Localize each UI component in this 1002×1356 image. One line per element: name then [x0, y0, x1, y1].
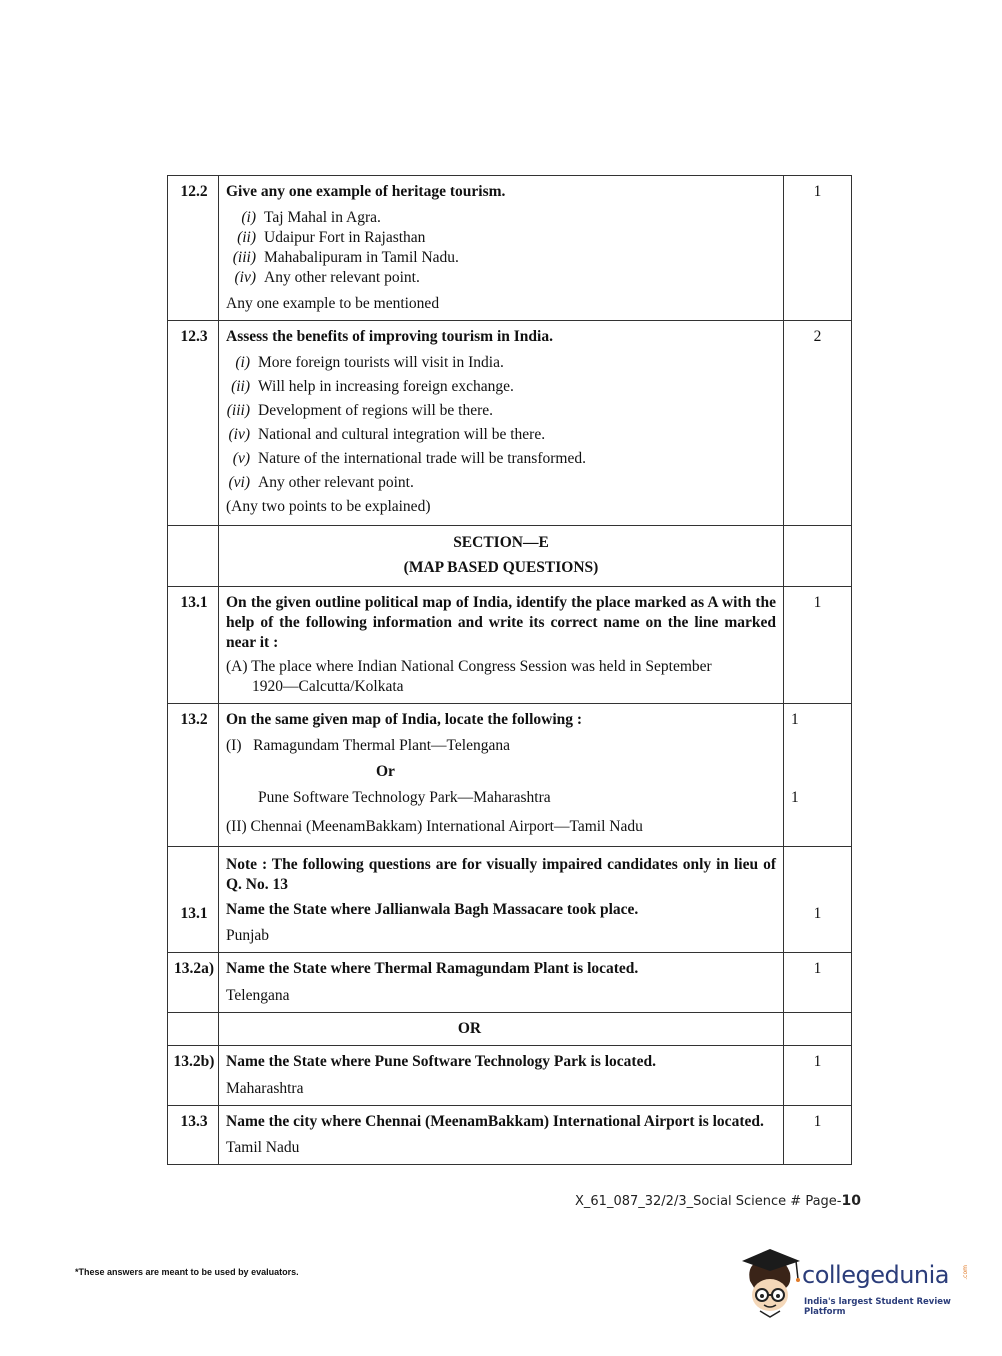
brand-name: collegedunia [802, 1261, 950, 1289]
brand-logo [740, 1245, 970, 1320]
marks-cell: 1 [784, 1106, 852, 1165]
list-item: (vi) Any other relevant point. [228, 474, 414, 491]
vi-note: Note : The following questions are for visually impaired candidates only in lieu of Q. No. 13 [226, 856, 776, 893]
question-text: Name the city where Chennai (MeenamBakkam) International Airport is located. [226, 1113, 764, 1130]
page-footer [575, 1193, 861, 1209]
question-text: Name the State where Jallianwala Bagh Massacare took place. [226, 901, 639, 918]
question-text: Assess the benefits of improving tourism in India. [226, 328, 553, 345]
question-cell [219, 176, 784, 321]
answer-note: Any one example to be mentioned [226, 295, 440, 312]
table-row [168, 526, 852, 587]
table-row [168, 321, 852, 526]
marks-value: 1 [791, 711, 799, 728]
section-heading [219, 526, 784, 587]
page-number: 10 [841, 1193, 861, 1209]
list-item: (ii) Will help in increasing foreign exchange. [231, 378, 514, 395]
table-row [168, 1046, 852, 1106]
question-text: Name the State where Thermal Ramagundam Plant is located. [226, 960, 639, 977]
question-text: Name the State where Pune Software Technology Park is located. [226, 1053, 656, 1070]
question-cell [219, 321, 784, 526]
answer-text: Pune Software Technology Park—Maharashtra [258, 789, 551, 806]
or-label: Or [376, 763, 395, 780]
question-cell [219, 704, 784, 847]
table-row [168, 847, 852, 953]
section-title: SECTION—E [453, 534, 549, 551]
table-row [168, 953, 852, 1013]
student-mascot-icon [740, 1245, 802, 1320]
question-number: 13.2a) [168, 953, 219, 1013]
list-item: (ii) Udaipur Fort in Rajasthan [237, 229, 426, 246]
question-cell [219, 1106, 784, 1165]
question-text: On the same given map of India, locate the following : [226, 711, 583, 728]
table-row [168, 587, 852, 704]
answer-text: Punjab [226, 927, 270, 944]
marks-cell: 1 [784, 1046, 852, 1106]
marks-cell: 1 [784, 176, 852, 321]
question-text: Give any one example of heritage tourism. [226, 183, 506, 200]
answer-text: (II) Chennai (MeenamBakkam) International Airport—Tamil Nadu [226, 818, 643, 835]
question-cell [219, 1046, 784, 1106]
list-item: (v) Nature of the international trade will be transformed. [232, 450, 586, 467]
table-row [168, 704, 852, 847]
list-item: (iii) Mahabalipuram in Tamil Nadu. [232, 249, 459, 266]
answer-text: Maharashtra [226, 1080, 304, 1097]
list-item: (i) More foreign tourists will visit in India. [235, 354, 504, 371]
marks-cell: 2 [784, 321, 852, 526]
question-number: 13.3 [168, 1106, 219, 1165]
answer-text: Telengana [226, 987, 290, 1004]
marks-value: 1 [791, 789, 799, 806]
table-row [168, 1013, 852, 1046]
section-subtitle: (MAP BASED QUESTIONS) [403, 559, 599, 576]
brand-tagline: India's largest Student Review Platform [804, 1297, 951, 1317]
or-label: OR [219, 1013, 784, 1046]
answer-text: (A) The place where Indian National Congress Session was held in September [226, 658, 712, 675]
table-row [168, 1106, 852, 1165]
document-code: X_61_087_32/2/3_Social Science # Page- [575, 1194, 842, 1209]
marks-cell: 1 [784, 587, 852, 704]
question-cell [219, 587, 784, 704]
question-number: 13.1 [168, 587, 219, 704]
question-number: 12.3 [168, 321, 219, 526]
answer-text: Tamil Nadu [226, 1139, 300, 1156]
question-number: 13.2b) [168, 1046, 219, 1106]
marks-cell [784, 704, 852, 847]
question-number: 13.2 [168, 704, 219, 847]
list-item: (iv) National and cultural integration will be there. [228, 426, 546, 443]
table-row [168, 176, 852, 321]
question-cell [219, 847, 784, 953]
question-number: 12.2 [168, 176, 219, 321]
marking-scheme-table [167, 175, 852, 1165]
question-text: On the given outline political map of India, identify the place marked as A with the help of the following information and write its correct name on the line marked near it : [226, 594, 776, 651]
brand-domain: .com [962, 1265, 969, 1280]
evaluator-disclaimer: *These answers are meant to be used by evaluators. [75, 1267, 299, 1277]
answer-note: (Any two points to be explained) [226, 498, 431, 515]
answer-text: (I) Ramagundam Thermal Plant—Telengana [226, 737, 510, 754]
list-item: (iv) Any other relevant point. [234, 269, 420, 286]
marks-cell: 1 [784, 847, 852, 953]
list-item: (iii) Development of regions will be there. [226, 402, 494, 419]
question-cell [219, 953, 784, 1013]
marks-cell: 1 [784, 953, 852, 1013]
question-number: 13.1 [168, 847, 219, 953]
answer-text: 1920—Calcutta/Kolkata [252, 678, 404, 695]
list-item: (i) Taj Mahal in Agra. [241, 209, 381, 226]
